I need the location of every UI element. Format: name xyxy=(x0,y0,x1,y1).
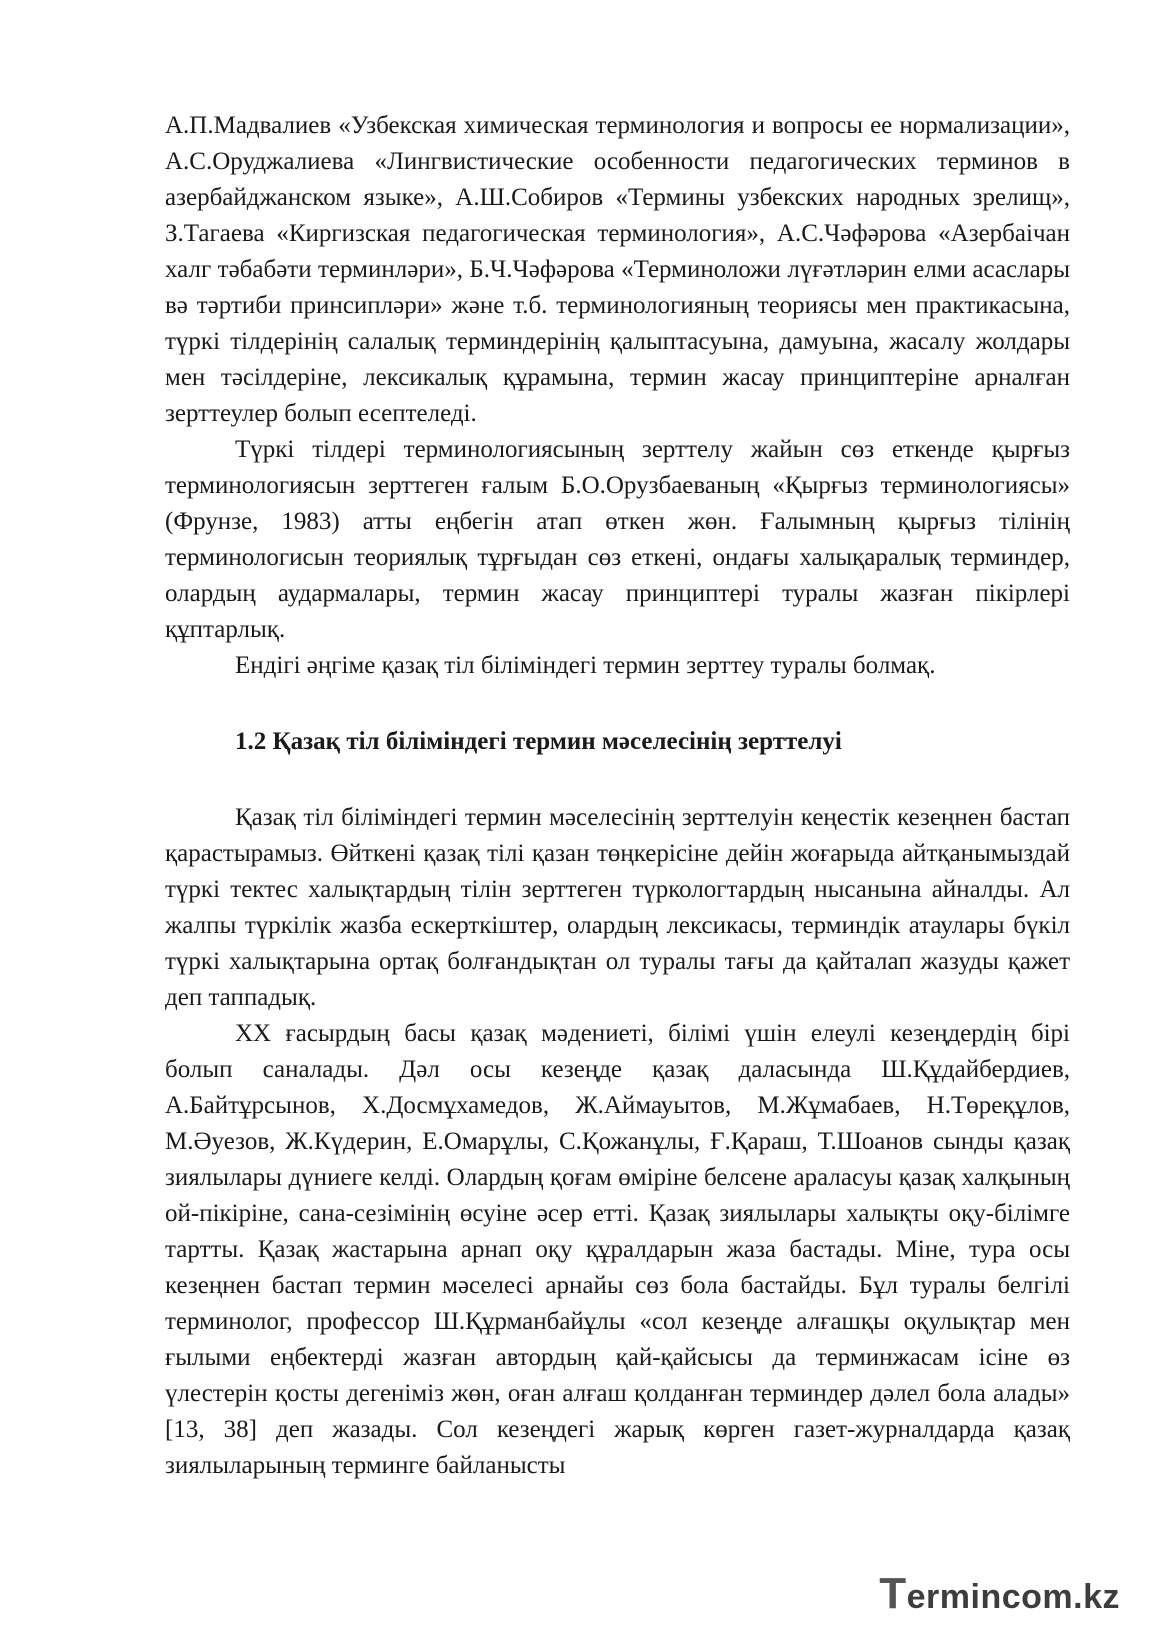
paragraph-5: ХХ ғасырдың басы қазақ мәдениеті, білімі үшін елеулі кезеңдердің бірі болып саналады. Дәл осы кезеңде қазақ даласында Ш.Құдайбердиев, А.Байтұрсынов, Х.Досмұхамедов, Ж.Аймауытов, М.Жұмабаев, Н.Төреқұлов, М.Әуезов, Ж.Күдерин, Е.Омарұлы, С.Қожанұлы, Ғ.Қараш, Т.Шоанов сынды қазақ зиялылары дүниеге келді. Олардың қоғам өміріне белсене араласуы қазақ халқының ой-пікіріне, сана-сезімінің өсуіне әсер етті. Қазақ зиялылары халықты оқу-білімге тартты. Қазақ жастарына арнап оқу құралдарын жаза бастады. Міне, тура осы кезеңнен бастап термин мәселесі арнайы сөз бола бастайды. Бұл туралы белгілі терминолог, профессор Ш.Құрманбайұлы «сол кезеңде алғашқы оқулықтар мен ғылыми еңбектерді жазған автордың қай-қайсысы да терминжасам ісіне өз үлестерін қосты дегеніміз жөн, оған алғаш қолданған терминдер дәлел бола алады» [13, 38] деп жазады. Сол кезеңдегі жарық көрген газет-журналдарда қазақ зиялыларының терминге байланысты xyxy=(165,1020,1070,1479)
paragraph-1: А.П.Мадвалиев «Узбекская химическая терминология и вопросы ее нормализации», А.С.Оруджалиева «Лингвистические особенности педагогических терминов в азербайджанском языке», А.Ш.Собиров «Термины узбекских народных зрелищ», З.Тагаева «Киргизская педагогическая терминология», А.С.Чәфәрова «Азербаічан халг тәбабәти терминләри», Б.Ч.Чәфәрова «Терминоложи лүғәтләрин елми асаслары вә тәртиби принсипләри» және т.б. терминологияның теориясы мен практикасына, түркі тілдерінің салалық терминдерінің қалыптасуына, дамуына, жасалу жолдары мен тәсілдеріне, лексикалық құрамына, термин жасау принциптеріне арналған зерттеулер болып есептеледі. xyxy=(165,112,1070,427)
section-heading: 1.2 Қазақ тіл біліміндегі термин мәселесінің зерттелуі xyxy=(235,728,842,755)
logo-text: ermincom.kz xyxy=(906,1578,1120,1616)
document-page xyxy=(165,108,1070,1484)
paragraph-4: Қазақ тіл біліміндегі термин мәселесінің зерттелуін кеңестік кезеңнен бастап қарастырамыз. Өйткені қазақ тілі қазан төңкерісіне дейін жоғарыда айтқанымыздай түркі тектес халықтардың тілін зерттеген түркологтардың нысанына айналды. Ал жалпы түркілік жазба ескерткіштер, олардың лексикасы, терминдік атаулары бүкіл түркі халықтарына ортақ болғандықтан ол туралы тағы да қайталап жазуды қажет деп таппадық. xyxy=(165,804,1070,1011)
paragraph-2: Түркі тілдері терминологиясының зерттелу жайын сөз еткенде қырғыз терминологиясын зерттеген ғалым Б.О.Орузбаеваның «Қырғыз терминологиясы» (Фрунзе, 1983) атты еңбегін атап өткен жөн. Ғалымның қырғыз тілінің терминологисын теориялық тұрғыдан сөз еткені, ондағы халықаралық терминдер, олардың аудармалары, термин жасау принциптері туралы жазған пікірлері құптарлық. xyxy=(165,436,1070,643)
paragraph-3: Ендігі әңгіме қазақ тіл біліміндегі термин зерттеу туралы болмақ. xyxy=(235,652,936,679)
logo-initial: T xyxy=(879,1569,907,1618)
termincom-logo xyxy=(879,1569,1120,1619)
